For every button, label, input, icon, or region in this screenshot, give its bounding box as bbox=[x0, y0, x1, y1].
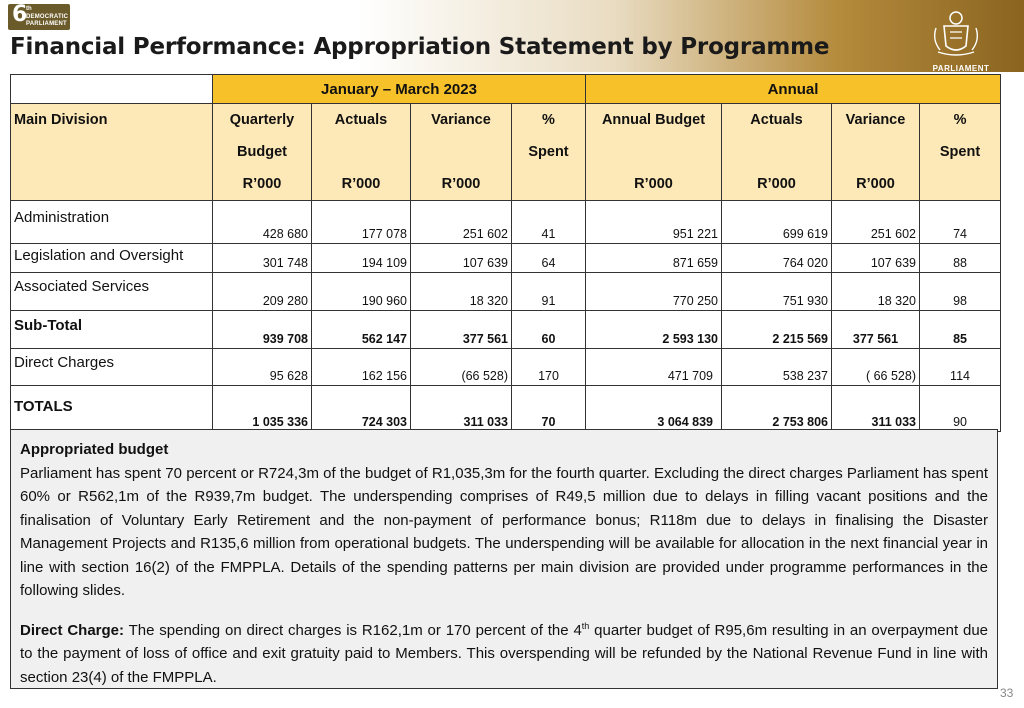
col-annual-budget: Annual Budget R’000 bbox=[586, 104, 722, 201]
table-band-row bbox=[11, 75, 1001, 104]
cell-qb: 95 628 bbox=[213, 349, 312, 386]
cell-av: 107 639 bbox=[832, 244, 920, 273]
cell-as: 88 bbox=[920, 244, 1001, 273]
cell-av: 251 602 bbox=[832, 201, 920, 244]
cell-qv: 251 602 bbox=[411, 201, 512, 244]
notes-heading-appropriated: Appropriated budget bbox=[20, 441, 169, 458]
notes-box bbox=[10, 429, 998, 689]
crest-label: PARLIAMENT bbox=[932, 64, 990, 73]
band-annual: Annual bbox=[586, 75, 1001, 104]
cell-av: 18 320 bbox=[832, 273, 920, 311]
cell-aa: 699 619 bbox=[722, 201, 832, 244]
cell-qv: (66 528) bbox=[411, 349, 512, 386]
page-title: Financial Performance: Appropriation Statement by Programme bbox=[10, 34, 830, 60]
cell-ab: 770 250 bbox=[586, 273, 722, 311]
col-q-variance: Variance R’000 bbox=[411, 104, 512, 201]
table-row bbox=[11, 273, 1001, 311]
row-label: Associated Services bbox=[11, 273, 213, 311]
row-label: Sub-Total bbox=[11, 311, 213, 349]
table-row-subtotal bbox=[11, 311, 1001, 349]
cell-ab: 951 221 bbox=[586, 201, 722, 244]
cell-as: 98 bbox=[920, 273, 1001, 311]
cell-qs: 64 bbox=[512, 244, 586, 273]
cell-qs: 60 bbox=[512, 311, 586, 349]
col-a-actuals: Actuals R’000 bbox=[722, 104, 832, 201]
cell-aa: 764 020 bbox=[722, 244, 832, 273]
cell-qv: 311 033 bbox=[411, 386, 512, 432]
cell-qa: 194 109 bbox=[312, 244, 411, 273]
cell-ab: 3 064 839 bbox=[586, 386, 722, 432]
table-row bbox=[11, 244, 1001, 273]
cell-qs: 70 bbox=[512, 386, 586, 432]
cell-qa: 177 078 bbox=[312, 201, 411, 244]
table-header-row bbox=[11, 104, 1001, 201]
cell-aa: 751 930 bbox=[722, 273, 832, 311]
cell-av: 311 033 bbox=[832, 386, 920, 432]
cell-qv: 107 639 bbox=[411, 244, 512, 273]
cell-ab: 471 709 bbox=[586, 349, 722, 386]
cell-ab: 871 659 bbox=[586, 244, 722, 273]
row-label: Legislation and Oversight bbox=[11, 244, 213, 273]
cell-qb: 939 708 bbox=[213, 311, 312, 349]
logo-line1: DEMOCRATIC bbox=[26, 14, 69, 20]
page-number: 33 bbox=[1000, 686, 1014, 700]
cell-qa: 562 147 bbox=[312, 311, 411, 349]
row-label: Direct Charges bbox=[11, 349, 213, 386]
cell-av: ( 66 528) bbox=[832, 349, 920, 386]
cell-qb: 209 280 bbox=[213, 273, 312, 311]
cell-aa: 2 215 569 bbox=[722, 311, 832, 349]
cell-qs: 170 bbox=[512, 349, 586, 386]
cell-qs: 41 bbox=[512, 201, 586, 244]
cell-as: 90 bbox=[920, 386, 1001, 432]
table-row-totals bbox=[11, 386, 1001, 432]
logo-line2: PARLIAMENT bbox=[26, 21, 67, 27]
cell-qb: 301 748 bbox=[213, 244, 312, 273]
cell-aa: 538 237 bbox=[722, 349, 832, 386]
cell-as: 114 bbox=[920, 349, 1001, 386]
cell-qa: 162 156 bbox=[312, 349, 411, 386]
col-a-variance: Variance R’000 bbox=[832, 104, 920, 201]
logo-number: 6 bbox=[12, 2, 28, 27]
row-label: TOTALS bbox=[11, 386, 213, 432]
col-a-spent: % Spent bbox=[920, 104, 1001, 201]
cell-qa: 190 960 bbox=[312, 273, 411, 311]
cell-qa: 724 303 bbox=[312, 386, 411, 432]
cell-qv: 18 320 bbox=[411, 273, 512, 311]
row-label: Administration bbox=[11, 201, 213, 244]
parliament-crest-icon bbox=[930, 8, 982, 58]
democratic-parliament-logo bbox=[8, 4, 70, 30]
cell-as: 85 bbox=[920, 311, 1001, 349]
band-blank bbox=[11, 75, 213, 104]
col-q-actuals: Actuals R’000 bbox=[312, 104, 411, 201]
logo-sup: th bbox=[26, 6, 32, 12]
cell-qb: 1 035 336 bbox=[213, 386, 312, 432]
col-main-division: Main Division bbox=[11, 104, 213, 201]
cell-qs: 91 bbox=[512, 273, 586, 311]
notes-paragraph-direct-charge: Direct Charge: The spending on direct charges is R162,1m or 170 percent of the 4th quarter budget of R95,6m resulting in an overpayment due to the payment of loss of office and exit gratuity paid to Members. This overspending will be refunded by the National Revenue Fund in line with section 23(4) of the FMPPLA. bbox=[20, 620, 989, 686]
col-quarterly-budget: Quarterly Budget R’000 bbox=[213, 104, 312, 201]
cell-as: 74 bbox=[920, 201, 1001, 244]
cell-aa: 2 753 806 bbox=[722, 386, 832, 432]
cell-av: 377 561 bbox=[832, 311, 920, 349]
notes-paragraph-appropriated: Parliament has spent 70 percent or R724,3m of the budget of R1,035,3m for the fourth quarter. Excluding the direct charges Parliament has spent 60% or R562,1m of the R939,7m budget. The underspending comprises of R49,5 million due to delays in filling vacant positions and the finalisation of Voluntary Early Retirement and the non-payment of performance bonus; R118m due to delays in finalising the Disaster Management Projects and R135,6 million from operational budgets. The underspending will be available for allocation in the next financial year in line with section 16(2) of the FMPPLA. Details of the spending patterns per main division are provided under programme performances in the following slides. bbox=[20, 464, 988, 599]
appropriation-table bbox=[10, 74, 1001, 432]
notes-heading-direct-charge: Direct Charge: bbox=[20, 621, 125, 639]
cell-qv: 377 561 bbox=[411, 311, 512, 349]
cell-ab: 2 593 130 bbox=[586, 311, 722, 349]
cell-qb: 428 680 bbox=[213, 201, 312, 244]
col-q-spent: % Spent bbox=[512, 104, 586, 201]
band-quarter: January – March 2023 bbox=[213, 75, 586, 104]
table-row bbox=[11, 201, 1001, 244]
table-row bbox=[11, 349, 1001, 386]
